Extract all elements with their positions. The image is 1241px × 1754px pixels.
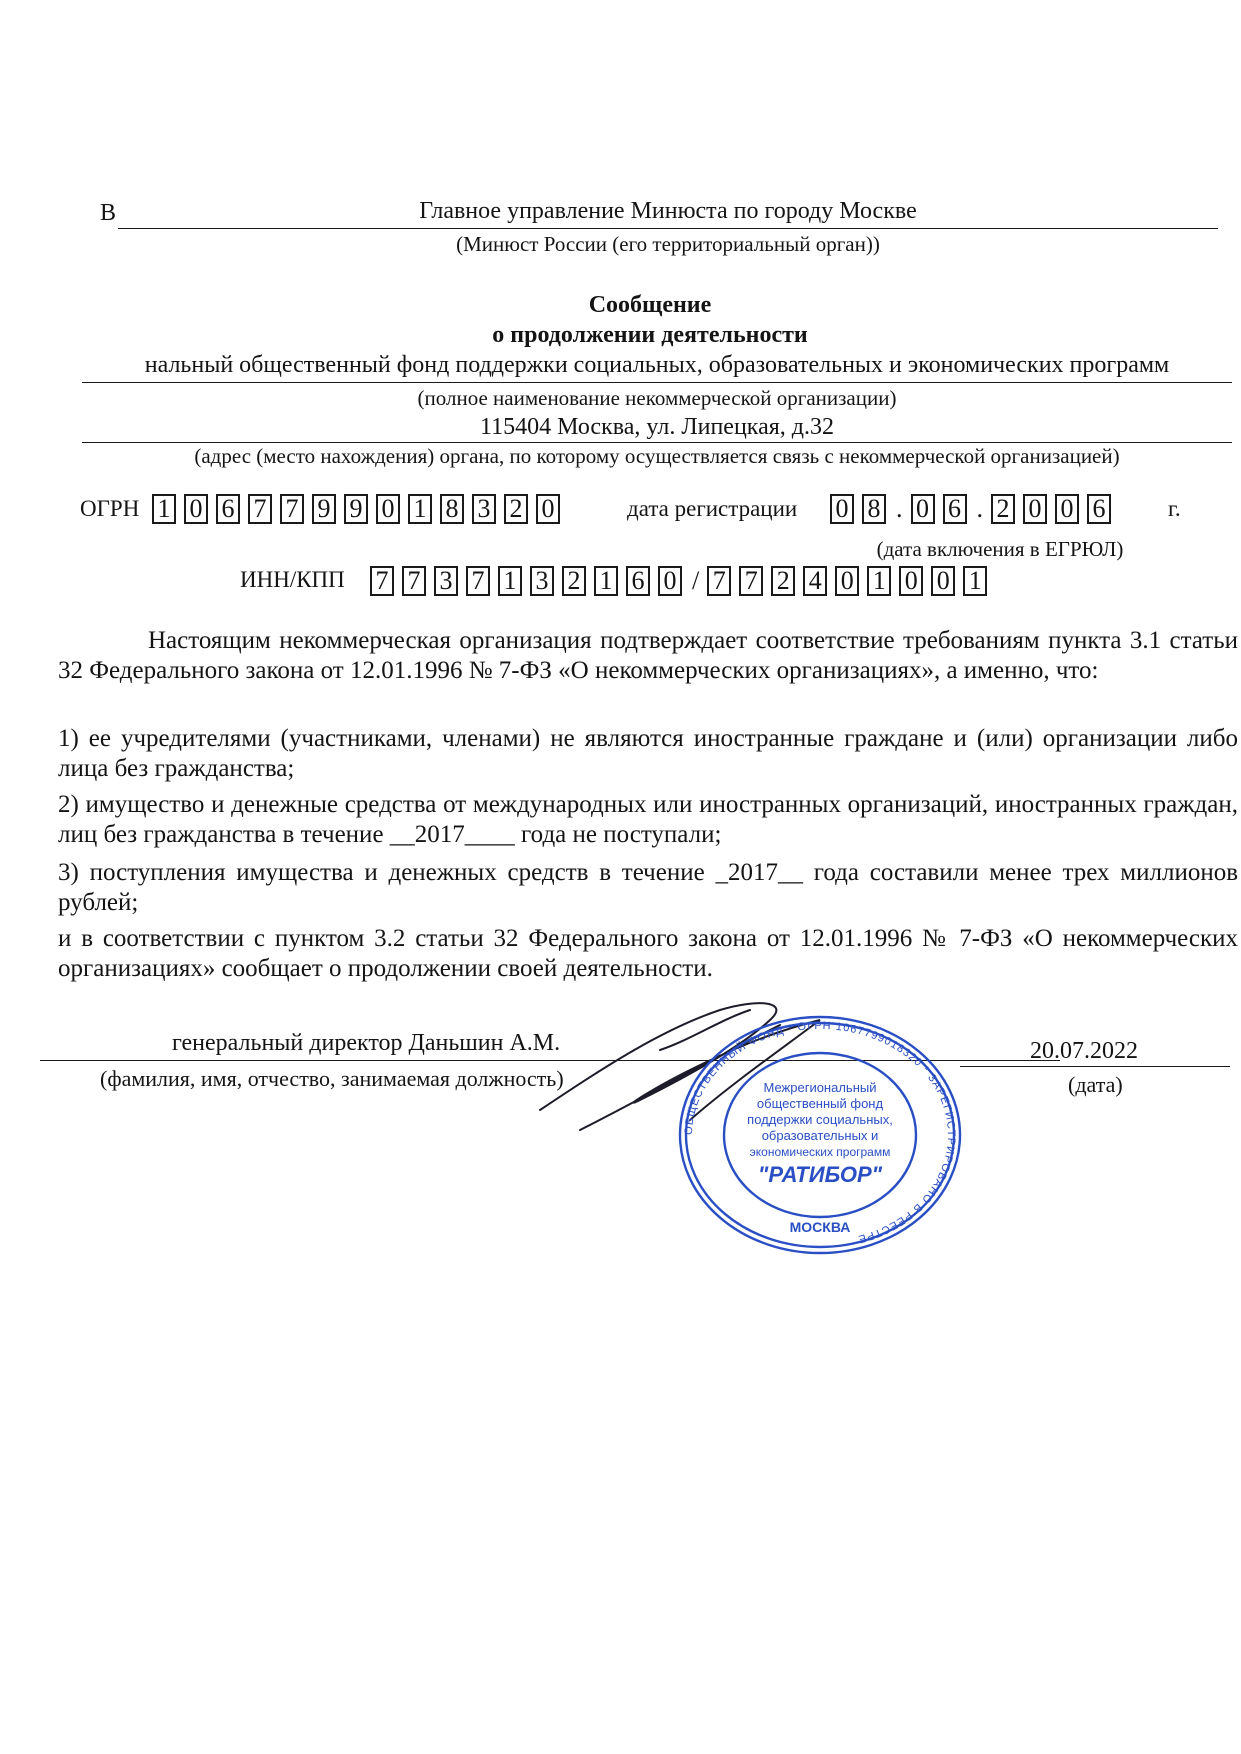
ogrn-digit-box: 7	[280, 494, 304, 524]
date-day-digit-box: 0	[830, 494, 854, 524]
kpp-digit-box: 1	[867, 566, 891, 596]
inn-digit-box: 1	[594, 566, 618, 596]
inn-digit-box: 0	[658, 566, 682, 596]
date-underline	[960, 1066, 1230, 1067]
organization-address-underline	[82, 442, 1232, 443]
kpp-digit-box: 1	[963, 566, 987, 596]
document-date: 20.07.2022	[1030, 1038, 1138, 1064]
ogrn-digit-box: 6	[216, 494, 240, 524]
stamp-center-line-2: общественный фонд	[756, 1096, 884, 1111]
ogrn-digit-boxes	[152, 494, 568, 524]
ogrn-digit-box: 9	[312, 494, 336, 524]
date-year-digit-box: 0	[1055, 494, 1079, 524]
date-year-digit-box: 0	[1023, 494, 1047, 524]
inn-digit-box: 7	[466, 566, 490, 596]
condition-item-3: 3) поступления имущества и денежных средств в течение _2017__ года составили менее трех миллионов рублей;	[58, 859, 1238, 916]
inn-digit-box: 1	[498, 566, 522, 596]
date-month-digit-box: 0	[911, 494, 935, 524]
inn-digit-box: 7	[370, 566, 394, 596]
kpp-separator: /	[692, 566, 700, 595]
ogrn-digit-box: 8	[440, 494, 464, 524]
signer-caption: (фамилия, имя, отчество, занимаемая должность)	[100, 1066, 564, 1091]
recipient-prefix: В	[100, 200, 117, 226]
inn-digit-box: 7	[402, 566, 426, 596]
stamp-ring-text: ОБЩЕСТВЕННЫЙ ФОНД * ОГРН 1067799018320 * ЗАРЕГИСТРИРОВАНО В РЕЕСТРЕ	[682, 1019, 958, 1246]
condition-item-2: 2) имущество и денежные средства от международных или иностранных организаций, иностранных граждан, лиц без гражданства в течение __2017____ года не поступали;	[58, 791, 1238, 848]
organization-stamp	[670, 1010, 970, 1260]
document-title: Сообщение	[588, 292, 712, 318]
ogrn-digit-box: 1	[152, 494, 176, 524]
recipient-underline	[118, 228, 1218, 229]
kpp-digit-box: 7	[739, 566, 763, 596]
organization-name-underline	[82, 382, 1232, 383]
document-subtitle: о продолжении деятельности	[492, 322, 808, 348]
inn-digit-box: 2	[562, 566, 586, 596]
date-year-digit-box: 2	[991, 494, 1015, 524]
stamp-center-line-3: поддержки социальных,	[747, 1112, 893, 1127]
date-separator: .	[976, 494, 983, 523]
date-month-digit-box: 6	[943, 494, 967, 524]
organization-address: 115404 Москва, ул. Липецкая, д.32	[479, 414, 834, 440]
kpp-digit-box: 0	[899, 566, 923, 596]
date-caption: (дата)	[1068, 1072, 1123, 1097]
condition-item-1: 1) ее учредителями (участниками, членами) не являются иностранные граждане и (или) организации либо лица без гражданства;	[58, 725, 1238, 782]
ogrn-digit-box: 3	[472, 494, 496, 524]
kpp-digit-box: 7	[707, 566, 731, 596]
date-separator: .	[896, 494, 903, 523]
stamp-center-line-4: образовательных и	[761, 1128, 879, 1143]
kpp-digit-box: 0	[931, 566, 955, 596]
registration-date-boxes	[830, 494, 1119, 524]
ogrn-digit-box: 1	[408, 494, 432, 524]
intro-paragraph: Настоящим некоммерческая организация подтверждает соответствие требованиям пункта 3.1 статьи 32 Федерального закона от 12.01.1996 № 7-ФЗ «О некоммерческих организациях», а именно, что:	[58, 627, 1238, 684]
stamp-center-line-1: Межрегиональный	[763, 1080, 877, 1095]
registration-date-label: дата регистрации	[627, 496, 798, 521]
kpp-digit-box: 4	[803, 566, 827, 596]
inn-digit-box: 3	[530, 566, 554, 596]
stamp-city: МОСКВА	[789, 1219, 851, 1235]
ogrn-digit-box: 2	[504, 494, 528, 524]
registration-date-suffix: г.	[1168, 496, 1181, 521]
inn-kpp-digit-boxes	[370, 566, 995, 596]
inn-digit-box: 6	[626, 566, 650, 596]
kpp-digit-box: 2	[771, 566, 795, 596]
signer-name: генеральный директор Даньшин А.М.	[172, 1030, 561, 1056]
signer-underline	[40, 1060, 600, 1061]
organization-name-caption: (полное наименование некоммерческой организации)	[417, 386, 897, 410]
ogrn-digit-box: 0	[536, 494, 560, 524]
recipient-value: Главное управление Минюста по городу Москве	[419, 198, 917, 224]
organization-name: нальный общественный фонд поддержки социальных, образовательных и экономических программ	[144, 352, 1170, 378]
registration-date-caption: (дата включения в ЕГРЮЛ)	[876, 537, 1124, 561]
stamp-org-name: "РАТИБОР"	[757, 1162, 883, 1187]
ogrn-digit-box: 0	[376, 494, 400, 524]
ogrn-digit-box: 9	[344, 494, 368, 524]
date-day-digit-box: 8	[862, 494, 886, 524]
closing-paragraph: и в соответствии с пунктом 3.2 статьи 32 Федерального закона от 12.01.1996 № 7-ФЗ «О некоммерческих организациях» сообщает о продолжении своей деятельности.	[58, 925, 1238, 982]
ogrn-label: ОГРН	[80, 496, 140, 521]
recipient-caption: (Минюст России (его территориальный орган))	[456, 232, 880, 256]
kpp-digit-box: 0	[835, 566, 859, 596]
ogrn-digit-box: 7	[248, 494, 272, 524]
ogrn-digit-box: 0	[184, 494, 208, 524]
stamp-center-line-5: экономических программ	[749, 1145, 891, 1159]
inn-digit-box: 3	[434, 566, 458, 596]
organization-address-caption: (адрес (место нахождения) органа, по которому осуществляется связь с некоммерческой организацией)	[194, 444, 1120, 468]
date-year-digit-box: 6	[1087, 494, 1111, 524]
inn-kpp-label: ИНН/КПП	[240, 567, 345, 592]
